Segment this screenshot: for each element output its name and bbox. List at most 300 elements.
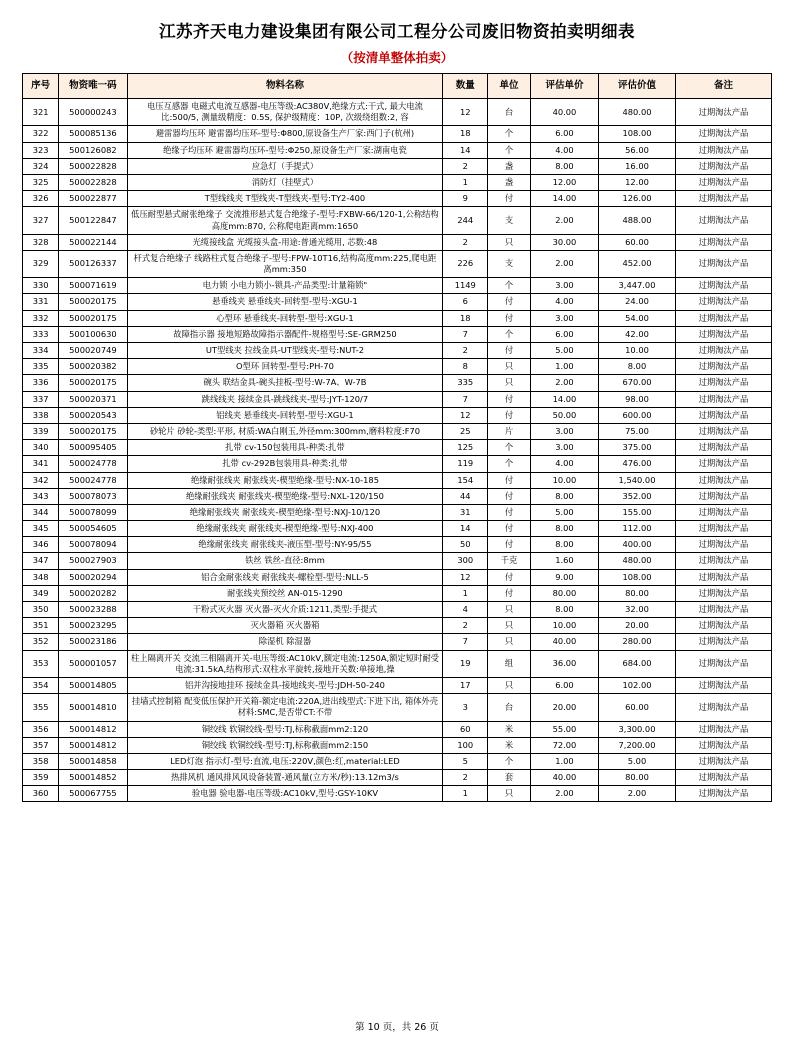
cell-unit: 只 xyxy=(488,786,531,802)
cell-unit: 台 xyxy=(488,99,531,126)
cell-qty: 2 xyxy=(443,343,488,359)
cell-value: 42.00 xyxy=(599,326,676,342)
cell-seq: 321 xyxy=(23,99,59,126)
cell-qty: 12 xyxy=(443,99,488,126)
cell-value: 5.00 xyxy=(599,753,676,769)
cell-unit: 台 xyxy=(488,694,531,721)
cell-value: 60.00 xyxy=(599,234,676,250)
cell-qty: 19 xyxy=(443,650,488,677)
cell-unit: 米 xyxy=(488,721,531,737)
cell-name: 铝线夹 悬垂线夹-回转型-型号:XGU-1 xyxy=(127,407,443,423)
cell-seq: 330 xyxy=(23,278,59,294)
cell-name: 铝合金耐张线夹 耐张线夹-螺栓型-型号:NLL-5 xyxy=(127,569,443,585)
cell-qty: 17 xyxy=(443,677,488,693)
cell-price: 9.00 xyxy=(530,569,598,585)
cell-qty: 154 xyxy=(443,472,488,488)
table-row xyxy=(23,440,772,456)
cell-seq: 356 xyxy=(23,721,59,737)
cell-value: 1,540.00 xyxy=(599,472,676,488)
cell-price: 6.00 xyxy=(530,126,598,142)
table-row xyxy=(23,207,772,234)
table-row xyxy=(23,737,772,753)
cell-price: 10.00 xyxy=(530,618,598,634)
cell-note: 过期淘汰产品 xyxy=(675,553,771,569)
cell-note: 过期淘汰产品 xyxy=(675,294,771,310)
table-row xyxy=(23,99,772,126)
cell-name: 砂轮片 砂轮-类型:平形, 材质:WA白刚玉,外径mm:300mm,磨料粒度:F70 xyxy=(127,423,443,439)
cell-qty: 300 xyxy=(443,553,488,569)
cell-code: 500022877 xyxy=(59,191,127,207)
cell-value: 684.00 xyxy=(599,650,676,677)
cell-price: 5.00 xyxy=(530,343,598,359)
cell-unit: 组 xyxy=(488,650,531,677)
cell-name: LED灯泡 指示灯-型号:直流,电压:220V,颜色:红,material:LED xyxy=(127,753,443,769)
table-row xyxy=(23,618,772,634)
cell-code: 500020543 xyxy=(59,407,127,423)
cell-unit: 付 xyxy=(488,407,531,423)
table-row xyxy=(23,770,772,786)
cell-unit: 付 xyxy=(488,504,531,520)
table-row xyxy=(23,191,772,207)
cell-note: 过期淘汰产品 xyxy=(675,721,771,737)
table-row xyxy=(23,294,772,310)
cell-code: 500022828 xyxy=(59,174,127,190)
table-row xyxy=(23,537,772,553)
cell-name: UT型线夹 拉线金具-UT型线夹-型号:NUT-2 xyxy=(127,343,443,359)
cell-qty: 18 xyxy=(443,310,488,326)
cell-seq: 335 xyxy=(23,359,59,375)
table-row xyxy=(23,721,772,737)
cell-price: 30.00 xyxy=(530,234,598,250)
cell-qty: 44 xyxy=(443,488,488,504)
table-header-row xyxy=(23,74,772,99)
cell-code: 500000243 xyxy=(59,99,127,126)
cell-seq: 340 xyxy=(23,440,59,456)
table-row xyxy=(23,472,772,488)
cell-price: 6.00 xyxy=(530,326,598,342)
cell-qty: 2 xyxy=(443,770,488,786)
cell-seq: 331 xyxy=(23,294,59,310)
cell-price: 1.00 xyxy=(530,359,598,375)
cell-price: 2.00 xyxy=(530,250,598,277)
cell-name: 铁丝 铁丝-直径:8mm xyxy=(127,553,443,569)
table-row xyxy=(23,343,772,359)
table-row xyxy=(23,278,772,294)
cell-seq: 347 xyxy=(23,553,59,569)
cell-note: 过期淘汰产品 xyxy=(675,537,771,553)
cell-unit: 个 xyxy=(488,456,531,472)
cell-seq: 345 xyxy=(23,521,59,537)
cell-seq: 346 xyxy=(23,537,59,553)
cell-name: 铝并沟接地挂环 接续金具-接地线夹-型号:JDH-50-240 xyxy=(127,677,443,693)
cell-price: 72.00 xyxy=(530,737,598,753)
cell-note: 过期淘汰产品 xyxy=(675,207,771,234)
table-row xyxy=(23,142,772,158)
cell-name: 验电器 验电器-电压等级:AC10kV,型号:GSY-10KV xyxy=(127,786,443,802)
cell-price: 6.00 xyxy=(530,677,598,693)
cell-price: 12.00 xyxy=(530,174,598,190)
cell-code: 500014810 xyxy=(59,694,127,721)
cell-unit: 支 xyxy=(488,207,531,234)
cell-note: 过期淘汰产品 xyxy=(675,677,771,693)
cell-qty: 6 xyxy=(443,294,488,310)
cell-value: 7,200.00 xyxy=(599,737,676,753)
cell-unit: 盏 xyxy=(488,174,531,190)
column-header-qty: 数量 xyxy=(443,74,488,99)
cell-name: 扎带 cv-292B包装用具-种类:扎带 xyxy=(127,456,443,472)
cell-note: 过期淘汰产品 xyxy=(675,191,771,207)
cell-value: 452.00 xyxy=(599,250,676,277)
cell-unit: 千克 xyxy=(488,553,531,569)
cell-code: 500020175 xyxy=(59,294,127,310)
cell-seq: 329 xyxy=(23,250,59,277)
cell-price: 8.00 xyxy=(530,158,598,174)
cell-value: 20.00 xyxy=(599,618,676,634)
cell-name: 扎带 cv-150包装用具-种类:扎带 xyxy=(127,440,443,456)
table-row xyxy=(23,250,772,277)
cell-seq: 332 xyxy=(23,310,59,326)
cell-qty: 7 xyxy=(443,391,488,407)
cell-note: 过期淘汰产品 xyxy=(675,174,771,190)
cell-note: 过期淘汰产品 xyxy=(675,423,771,439)
cell-qty: 125 xyxy=(443,440,488,456)
cell-code: 500027903 xyxy=(59,553,127,569)
cell-unit: 只 xyxy=(488,618,531,634)
cell-code: 500020175 xyxy=(59,423,127,439)
cell-value: 80.00 xyxy=(599,770,676,786)
cell-name: 消防灯（挂壁式） xyxy=(127,174,443,190)
cell-name: 故障指示器 接地短路故障指示器配件-规格型号:SE-GRM250 xyxy=(127,326,443,342)
cell-value: 75.00 xyxy=(599,423,676,439)
cell-seq: 322 xyxy=(23,126,59,142)
cell-note: 过期淘汰产品 xyxy=(675,310,771,326)
cell-note: 过期淘汰产品 xyxy=(675,126,771,142)
cell-seq: 337 xyxy=(23,391,59,407)
cell-note: 过期淘汰产品 xyxy=(675,407,771,423)
cell-unit: 只 xyxy=(488,375,531,391)
table-row xyxy=(23,553,772,569)
cell-value: 8.00 xyxy=(599,359,676,375)
table-row xyxy=(23,488,772,504)
cell-note: 过期淘汰产品 xyxy=(675,375,771,391)
cell-price: 40.00 xyxy=(530,770,598,786)
cell-note: 过期淘汰产品 xyxy=(675,585,771,601)
cell-code: 500014812 xyxy=(59,737,127,753)
table-row xyxy=(23,375,772,391)
cell-value: 80.00 xyxy=(599,585,676,601)
cell-code: 500020282 xyxy=(59,585,127,601)
cell-price: 10.00 xyxy=(530,472,598,488)
cell-seq: 342 xyxy=(23,472,59,488)
cell-qty: 226 xyxy=(443,250,488,277)
cell-unit: 付 xyxy=(488,585,531,601)
cell-qty: 3 xyxy=(443,694,488,721)
cell-seq: 354 xyxy=(23,677,59,693)
cell-name: 电压互感器 电磁式电流互感器-电压等级:AC380V,绝缘方式:干式, 最大电流比:500/5, 测量级精度：0.5S, 保护级精度：10P, 次级绕组数:2, 容 xyxy=(127,99,443,126)
cell-name: 绝缘子均压环 避雷器均压环-型号:Φ250,原设备生产厂家:湖南电瓷 xyxy=(127,142,443,158)
cell-name: 悬垂线夹 悬垂线夹-回转型-型号:XGU-1 xyxy=(127,294,443,310)
cell-code: 500020294 xyxy=(59,569,127,585)
cell-seq: 328 xyxy=(23,234,59,250)
cell-value: 352.00 xyxy=(599,488,676,504)
cell-note: 过期淘汰产品 xyxy=(675,786,771,802)
cell-qty: 12 xyxy=(443,569,488,585)
cell-seq: 341 xyxy=(23,456,59,472)
cell-note: 过期淘汰产品 xyxy=(675,618,771,634)
page-title: 江苏齐天电力建设集团有限公司工程分公司废旧物资拍卖明细表 xyxy=(159,22,635,41)
cell-code: 500022828 xyxy=(59,158,127,174)
table-row xyxy=(23,753,772,769)
cell-note: 过期淘汰产品 xyxy=(675,650,771,677)
cell-price: 2.00 xyxy=(530,375,598,391)
table-row xyxy=(23,602,772,618)
cell-price: 4.00 xyxy=(530,294,598,310)
column-header-price: 评估单价 xyxy=(530,74,598,99)
cell-qty: 2 xyxy=(443,234,488,250)
cell-note: 过期淘汰产品 xyxy=(675,234,771,250)
cell-unit: 个 xyxy=(488,753,531,769)
cell-qty: 7 xyxy=(443,634,488,650)
cell-unit: 支 xyxy=(488,250,531,277)
cell-note: 过期淘汰产品 xyxy=(675,472,771,488)
cell-unit: 付 xyxy=(488,521,531,537)
cell-name: 杆式复合绝缘子 线路柱式复合绝缘子-型号:FPW-10T16,结构高度mm:225,爬电距离mm:350 xyxy=(127,250,443,277)
cell-value: 32.00 xyxy=(599,602,676,618)
cell-price: 3.00 xyxy=(530,440,598,456)
cell-name: 应急灯（手提式） xyxy=(127,158,443,174)
cell-name: 除湿机 除湿器 xyxy=(127,634,443,650)
cell-value: 10.00 xyxy=(599,343,676,359)
cell-note: 过期淘汰产品 xyxy=(675,359,771,375)
cell-price: 2.00 xyxy=(530,786,598,802)
cell-seq: 358 xyxy=(23,753,59,769)
cell-unit: 付 xyxy=(488,310,531,326)
cell-code: 500020382 xyxy=(59,359,127,375)
cell-value: 3,447.00 xyxy=(599,278,676,294)
cell-unit: 米 xyxy=(488,737,531,753)
cell-note: 过期淘汰产品 xyxy=(675,521,771,537)
cell-name: 铜绞线 软铜绞线-型号:TJ,标称截面mm2:120 xyxy=(127,721,443,737)
cell-price: 3.00 xyxy=(530,423,598,439)
cell-price: 8.00 xyxy=(530,602,598,618)
cell-name: 耐张线夹预绞丝 AN-015-1290 xyxy=(127,585,443,601)
cell-value: 108.00 xyxy=(599,569,676,585)
cell-qty: 119 xyxy=(443,456,488,472)
cell-name: T型线线夹 T型线夹-T型线夹-型号:TY2-400 xyxy=(127,191,443,207)
cell-price: 2.00 xyxy=(530,207,598,234)
cell-value: 480.00 xyxy=(599,99,676,126)
cell-seq: 344 xyxy=(23,504,59,520)
cell-name: 跳线线夹 接续金具-跳线线夹-型号:JYT-120/7 xyxy=(127,391,443,407)
cell-value: 108.00 xyxy=(599,126,676,142)
cell-code: 500126082 xyxy=(59,142,127,158)
cell-name: 灭火器箱 灭火器箱 xyxy=(127,618,443,634)
cell-value: 98.00 xyxy=(599,391,676,407)
cell-seq: 339 xyxy=(23,423,59,439)
table-row xyxy=(23,786,772,802)
table-row xyxy=(23,694,772,721)
cell-unit: 付 xyxy=(488,472,531,488)
cell-name: 绝缘耐张线夹 耐张线夹-楔型绝缘-型号:NXJ-10/120 xyxy=(127,504,443,520)
inventory-table xyxy=(22,73,772,802)
cell-price: 4.00 xyxy=(530,142,598,158)
cell-qty: 8 xyxy=(443,359,488,375)
table-row xyxy=(23,174,772,190)
cell-code: 500078099 xyxy=(59,504,127,520)
cell-note: 过期淘汰产品 xyxy=(675,391,771,407)
cell-name: 碗头 联结金具-碗头挂板-型号:W-7A、W-7B xyxy=(127,375,443,391)
cell-seq: 355 xyxy=(23,694,59,721)
cell-qty: 60 xyxy=(443,721,488,737)
cell-unit: 个 xyxy=(488,278,531,294)
cell-qty: 244 xyxy=(443,207,488,234)
cell-qty: 2 xyxy=(443,158,488,174)
cell-note: 过期淘汰产品 xyxy=(675,456,771,472)
column-header-name: 物料名称 xyxy=(127,74,443,99)
cell-qty: 4 xyxy=(443,602,488,618)
cell-seq: 327 xyxy=(23,207,59,234)
cell-qty: 25 xyxy=(443,423,488,439)
cell-qty: 2 xyxy=(443,618,488,634)
cell-price: 1.60 xyxy=(530,553,598,569)
cell-qty: 1 xyxy=(443,585,488,601)
cell-note: 过期淘汰产品 xyxy=(675,504,771,520)
cell-qty: 14 xyxy=(443,521,488,537)
cell-code: 500085136 xyxy=(59,126,127,142)
cell-value: 126.00 xyxy=(599,191,676,207)
cell-code: 500023186 xyxy=(59,634,127,650)
cell-qty: 1149 xyxy=(443,278,488,294)
cell-code: 500126337 xyxy=(59,250,127,277)
cell-unit: 只 xyxy=(488,602,531,618)
table-row xyxy=(23,407,772,423)
cell-note: 过期淘汰产品 xyxy=(675,634,771,650)
cell-seq: 336 xyxy=(23,375,59,391)
table-row xyxy=(23,391,772,407)
column-header-note: 备注 xyxy=(675,74,771,99)
cell-code: 500078073 xyxy=(59,488,127,504)
cell-price: 50.00 xyxy=(530,407,598,423)
cell-seq: 338 xyxy=(23,407,59,423)
cell-name: 心型环 悬垂线夹-回转型-型号:XGU-1 xyxy=(127,310,443,326)
table-row xyxy=(23,521,772,537)
cell-name: 绝缘耐张线夹 耐张线夹-楔型绝缘-型号:NXL-120/150 xyxy=(127,488,443,504)
cell-name: 光缆接线盒 光缆接头盒-用途:普通光缆用, 芯数:48 xyxy=(127,234,443,250)
table-row xyxy=(23,310,772,326)
cell-price: 20.00 xyxy=(530,694,598,721)
cell-name: 避雷器均压环 避雷器均压环-型号:Φ800,原设备生产厂家:西门子(杭州) xyxy=(127,126,443,142)
cell-name: 柱上隔离开关 交流三相隔离开关-电压等级:AC10kV,额定电流:1250A,额定短时耐受电流:31.5kA,结构形式:双柱水平旋转,接地开关数:单接地,操 xyxy=(127,650,443,677)
page-footer: 第 10 页，共 26 页 xyxy=(355,1022,439,1033)
page-subtitle: （按清单整体拍卖） xyxy=(340,50,454,65)
cell-value: 3,300.00 xyxy=(599,721,676,737)
cell-unit: 个 xyxy=(488,326,531,342)
cell-value: 476.00 xyxy=(599,456,676,472)
cell-code: 500014852 xyxy=(59,770,127,786)
cell-code: 500001057 xyxy=(59,650,127,677)
cell-name: 低压耐型悬式耐张绝缘子 交流推形悬式复合绝缘子-型号:FXBW-66/120-1,公称结构高度mm:870, 公称爬电距离mm:1650 xyxy=(127,207,443,234)
cell-code: 500024778 xyxy=(59,472,127,488)
cell-name: 电力锁 小电力锁小-锁具-产品类型:计量箱锁" xyxy=(127,278,443,294)
cell-price: 3.00 xyxy=(530,278,598,294)
cell-unit: 个 xyxy=(488,126,531,142)
cell-seq: 343 xyxy=(23,488,59,504)
cell-unit: 个 xyxy=(488,440,531,456)
cell-seq: 351 xyxy=(23,618,59,634)
cell-code: 500020749 xyxy=(59,343,127,359)
cell-value: 155.00 xyxy=(599,504,676,520)
cell-code: 500020371 xyxy=(59,391,127,407)
table-row xyxy=(23,634,772,650)
cell-note: 过期淘汰产品 xyxy=(675,99,771,126)
cell-price: 55.00 xyxy=(530,721,598,737)
cell-qty: 1 xyxy=(443,786,488,802)
cell-price: 14.00 xyxy=(530,391,598,407)
cell-name: 绝缘耐张线夹 耐张线夹-楔型绝缘-型号:NXJ-400 xyxy=(127,521,443,537)
table-row xyxy=(23,456,772,472)
cell-code: 500095405 xyxy=(59,440,127,456)
cell-price: 5.00 xyxy=(530,504,598,520)
cell-qty: 12 xyxy=(443,407,488,423)
cell-unit: 付 xyxy=(488,191,531,207)
cell-qty: 9 xyxy=(443,191,488,207)
cell-seq: 334 xyxy=(23,343,59,359)
cell-qty: 31 xyxy=(443,504,488,520)
cell-unit: 套 xyxy=(488,770,531,786)
cell-seq: 324 xyxy=(23,158,59,174)
cell-seq: 348 xyxy=(23,569,59,585)
cell-code: 500067755 xyxy=(59,786,127,802)
cell-note: 过期淘汰产品 xyxy=(675,694,771,721)
cell-value: 12.00 xyxy=(599,174,676,190)
cell-qty: 14 xyxy=(443,142,488,158)
cell-seq: 357 xyxy=(23,737,59,753)
table-row xyxy=(23,423,772,439)
cell-qty: 18 xyxy=(443,126,488,142)
cell-price: 36.00 xyxy=(530,650,598,677)
cell-note: 过期淘汰产品 xyxy=(675,158,771,174)
cell-name: 热排风机 通风排风风设备装置-通风量(立方米/秒):13.12m3/s xyxy=(127,770,443,786)
cell-seq: 360 xyxy=(23,786,59,802)
cell-seq: 350 xyxy=(23,602,59,618)
cell-value: 488.00 xyxy=(599,207,676,234)
cell-value: 670.00 xyxy=(599,375,676,391)
column-header-seq: 序号 xyxy=(23,74,59,99)
cell-value: 60.00 xyxy=(599,694,676,721)
cell-code: 500022144 xyxy=(59,234,127,250)
cell-note: 过期淘汰产品 xyxy=(675,770,771,786)
cell-name: 铜绞线 软铜绞线-型号:TJ,标称截面mm2:150 xyxy=(127,737,443,753)
cell-unit: 盏 xyxy=(488,158,531,174)
cell-code: 500023288 xyxy=(59,602,127,618)
table-row xyxy=(23,650,772,677)
cell-unit: 只 xyxy=(488,634,531,650)
cell-note: 过期淘汰产品 xyxy=(675,488,771,504)
cell-qty: 5 xyxy=(443,753,488,769)
cell-note: 过期淘汰产品 xyxy=(675,326,771,342)
cell-qty: 50 xyxy=(443,537,488,553)
cell-value: 112.00 xyxy=(599,521,676,537)
cell-value: 16.00 xyxy=(599,158,676,174)
cell-price: 1.00 xyxy=(530,753,598,769)
cell-code: 500054605 xyxy=(59,521,127,537)
cell-value: 400.00 xyxy=(599,537,676,553)
cell-code: 500014812 xyxy=(59,721,127,737)
cell-unit: 只 xyxy=(488,677,531,693)
cell-code: 500014805 xyxy=(59,677,127,693)
cell-code: 500024778 xyxy=(59,456,127,472)
cell-qty: 100 xyxy=(443,737,488,753)
